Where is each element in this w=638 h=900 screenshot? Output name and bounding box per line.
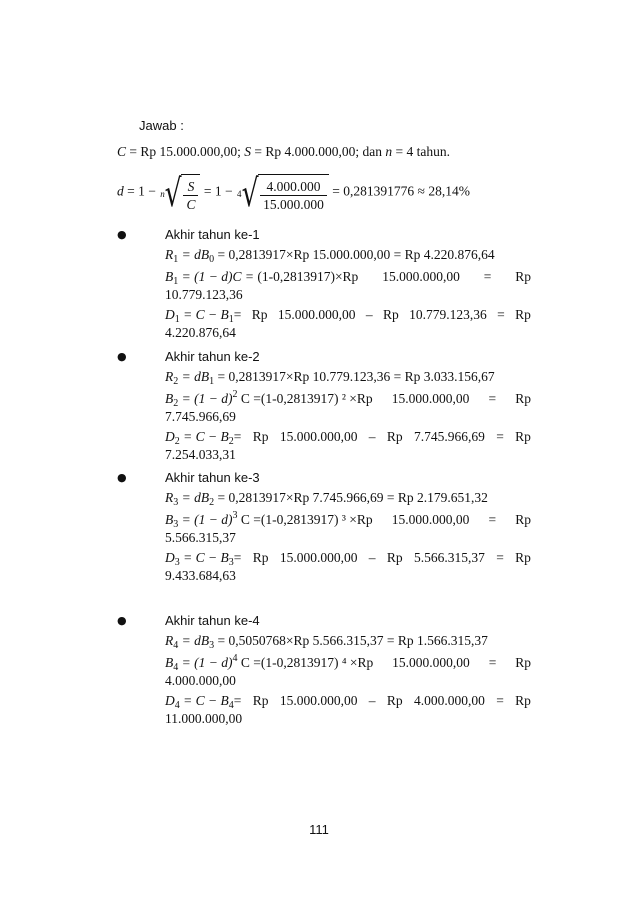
root-index-4: 4: [236, 189, 242, 199]
d-part: Rp: [386, 693, 403, 708]
d-continuation: 11.000.000,00: [165, 711, 243, 726]
d-mid: = C − B: [179, 693, 229, 708]
r-subscript: 1: [173, 254, 179, 265]
b-part: (1-0,2813917)×Rp: [257, 269, 359, 284]
value-s: = Rp 4.000.000,00; dan: [251, 144, 386, 159]
fraction-denominator: 15.000.000: [263, 197, 324, 213]
fraction-num-s: S: [183, 178, 198, 196]
b-part: C =(1-0,2813917) ⁴ ×Rp: [240, 655, 374, 670]
r-result: = 0,2813917×Rp 15.000.000,00 = Rp 4.220.876,64: [214, 247, 495, 262]
equation-b: [165, 511, 531, 531]
d-mid: = C − B: [179, 429, 229, 444]
b-part: =: [488, 655, 497, 670]
d-part: 15.000.000,00: [279, 693, 358, 708]
r-mid-subscript: 3: [209, 640, 215, 651]
r-mid: = dB: [178, 247, 210, 262]
radical-sign-icon: √: [241, 170, 259, 215]
section-title: Akhir tahun ke-4: [165, 613, 260, 628]
b-subscript: 4: [173, 662, 179, 673]
b-mid: = (1 − d)C =: [178, 269, 254, 284]
r-result: = 0,5050768×Rp 5.566.315,37 = Rp 1.566.315,37: [214, 633, 488, 648]
b-mid: = (1 − d): [178, 391, 233, 406]
depreciation-rate-formula: [117, 170, 470, 215]
nth-root: [159, 170, 200, 215]
r-mid-subscript: 0: [209, 254, 215, 265]
var-s: S: [244, 144, 252, 159]
b-mid: = (1 − d): [178, 655, 233, 670]
d-subscript: 2: [174, 436, 180, 447]
section-title: Akhir tahun ke-1: [165, 227, 260, 242]
r-mid: = dB: [178, 633, 210, 648]
d-lhs-group: [165, 306, 241, 326]
b-lhs-group: [165, 654, 373, 674]
answer-heading: Jawab :: [139, 118, 184, 133]
d-mid: = C − B: [179, 307, 229, 322]
bullet-icon: ●: [117, 228, 127, 241]
d-symbol: D: [165, 307, 175, 322]
d-lhs-group: [165, 428, 241, 448]
d-part: =: [233, 429, 242, 444]
b-mid: = (1 − d): [178, 512, 233, 527]
value-c: = Rp 15.000.000,00;: [126, 144, 245, 159]
r-symbol: R: [165, 633, 174, 648]
b-exponent: 2: [232, 389, 238, 400]
d-lhs-group: [165, 549, 241, 569]
fraction-s-over-c: [183, 178, 198, 213]
d-part: Rp: [252, 693, 269, 708]
d-part: 15.000.000,00: [277, 307, 356, 322]
d-symbol: D: [165, 429, 175, 444]
d-continuation: 9.433.684,63: [165, 568, 236, 583]
d-part: 5.566.315,37: [413, 550, 485, 565]
equation-d: [165, 692, 531, 712]
b-part: 15.000.000,00: [391, 391, 470, 406]
d-mid-subscript: 3: [228, 557, 234, 568]
r-symbol: R: [165, 369, 174, 384]
equation-r: [165, 368, 495, 388]
b-continuation: 4.000.000,00: [165, 673, 236, 688]
d-part: Rp: [252, 550, 269, 565]
b-part: 15.000.000,00: [392, 655, 470, 670]
d-part: =: [233, 550, 242, 565]
b-part: =: [488, 391, 497, 406]
equation-d: [165, 549, 531, 569]
d-mid-subscript: 2: [228, 436, 234, 447]
b-part: Rp: [515, 512, 531, 527]
d-part: =: [233, 693, 242, 708]
fraction-numerator: 4.000.000: [260, 178, 327, 196]
d-part: –: [368, 550, 376, 565]
equation-b: [165, 390, 531, 410]
r-mid-subscript: 2: [209, 497, 215, 508]
b-symbol: B: [165, 655, 174, 670]
formula-eq1: = 1 −: [123, 183, 160, 199]
root-index-n: n: [160, 189, 165, 199]
root-content: [181, 174, 200, 215]
d-part: =: [496, 429, 504, 444]
b-part: =: [488, 512, 497, 527]
d-subscript: 1: [174, 314, 180, 325]
b-lhs-group: [165, 511, 373, 531]
d-part: –: [368, 693, 376, 708]
r-result: = 0,2813917×Rp 10.779.123,36 = Rp 3.033.156,67: [214, 369, 495, 384]
d-part: –: [368, 429, 376, 444]
section-title: Akhir tahun ke-2: [165, 349, 260, 364]
d-part: =: [233, 307, 242, 322]
equation-d: [165, 428, 531, 448]
d-part: Rp: [386, 550, 403, 565]
section-title: Akhir tahun ke-3: [165, 470, 260, 485]
bullet-icon: ●: [117, 614, 127, 627]
d-subscript: 4: [174, 700, 180, 711]
d-part: 15.000.000,00: [279, 550, 358, 565]
r-result: = 0,2813917×Rp 7.745.966,69 = Rp 2.179.651,32: [214, 490, 488, 505]
d-part: Rp: [515, 429, 531, 444]
formula-d: d: [117, 183, 124, 199]
b-continuation: 5.566.315,37: [165, 530, 236, 545]
equation-b: [165, 268, 531, 288]
d-part: 15.000.000,00: [279, 429, 358, 444]
d-subscript: 3: [174, 557, 180, 568]
b-part: C =(1-0,2813917) ² ×Rp: [240, 391, 373, 406]
d-part: 4.000.000,00: [413, 693, 485, 708]
equation-r: [165, 246, 495, 266]
r-subscript: 2: [173, 376, 179, 387]
equation-b: [165, 654, 531, 674]
b-symbol: B: [165, 391, 174, 406]
b-part: Rp: [515, 269, 531, 284]
formula-result: = 0,281391776 ≈ 28,14%: [328, 183, 470, 199]
formula-eq2: = 1 −: [200, 183, 236, 199]
d-part: =: [497, 307, 505, 322]
b-exponent: 4: [232, 653, 238, 664]
fourth-root: [236, 170, 329, 215]
b-part: Rp: [515, 391, 531, 406]
b-symbol: B: [165, 512, 174, 527]
b-part: 15.000.000,00: [391, 512, 470, 527]
d-part: Rp: [251, 307, 268, 322]
b-subscript: 1: [173, 276, 179, 287]
r-symbol: R: [165, 490, 174, 505]
fraction-den-c: C: [186, 197, 196, 213]
equation-r: [165, 632, 488, 652]
r-mid-subscript: 1: [209, 376, 215, 387]
b-part: Rp: [515, 655, 531, 670]
radical-sign-icon: √: [164, 170, 182, 215]
d-mid: = C − B: [179, 550, 229, 565]
d-part: Rp: [515, 693, 531, 708]
equation-r: [165, 489, 488, 509]
r-mid: = dB: [178, 490, 210, 505]
var-c: C: [117, 144, 127, 159]
b-part: =: [483, 269, 492, 284]
d-part: 10.779.123,36: [409, 307, 487, 322]
bullet-icon: ●: [117, 350, 127, 363]
b-symbol: B: [165, 269, 174, 284]
b-continuation: 7.745.966,69: [165, 409, 236, 424]
b-part: 15.000.000,00: [382, 269, 460, 284]
d-part: =: [496, 550, 504, 565]
d-part: Rp: [252, 429, 269, 444]
d-part: Rp: [515, 550, 531, 565]
d-part: =: [496, 693, 504, 708]
equation-d: [165, 306, 531, 326]
root-content: [258, 174, 329, 215]
d-mid-subscript: 1: [228, 314, 234, 325]
r-subscript: 3: [173, 497, 179, 508]
d-part: Rp: [515, 307, 531, 322]
b-continuation: 10.779.123,36: [165, 287, 243, 302]
value-n: = 4 tahun.: [392, 144, 450, 159]
d-part: 7.745.966,69: [413, 429, 485, 444]
b-lhs-group: [165, 390, 373, 410]
given-values: [117, 143, 450, 161]
d-part: Rp: [386, 429, 403, 444]
b-subscript: 3: [173, 519, 179, 530]
r-mid: = dB: [178, 369, 210, 384]
b-subscript: 2: [173, 398, 179, 409]
r-subscript: 4: [173, 640, 179, 651]
d-symbol: D: [165, 550, 175, 565]
b-part: C =(1-0,2813917) ³ ×Rp: [240, 512, 373, 527]
d-continuation: 7.254.033,31: [165, 447, 236, 462]
r-symbol: R: [165, 247, 174, 262]
d-part: Rp: [383, 307, 399, 322]
d-part: –: [365, 307, 373, 322]
bullet-icon: ●: [117, 471, 127, 484]
fraction-values: [260, 178, 327, 213]
d-symbol: D: [165, 693, 175, 708]
d-mid-subscript: 4: [228, 700, 234, 711]
d-lhs-group: [165, 692, 241, 712]
b-exponent: 3: [232, 510, 238, 521]
page-number: 111: [309, 822, 329, 837]
b-lhs-group: [165, 268, 358, 288]
d-continuation: 4.220.876,64: [165, 325, 236, 340]
var-n: n: [385, 144, 393, 159]
